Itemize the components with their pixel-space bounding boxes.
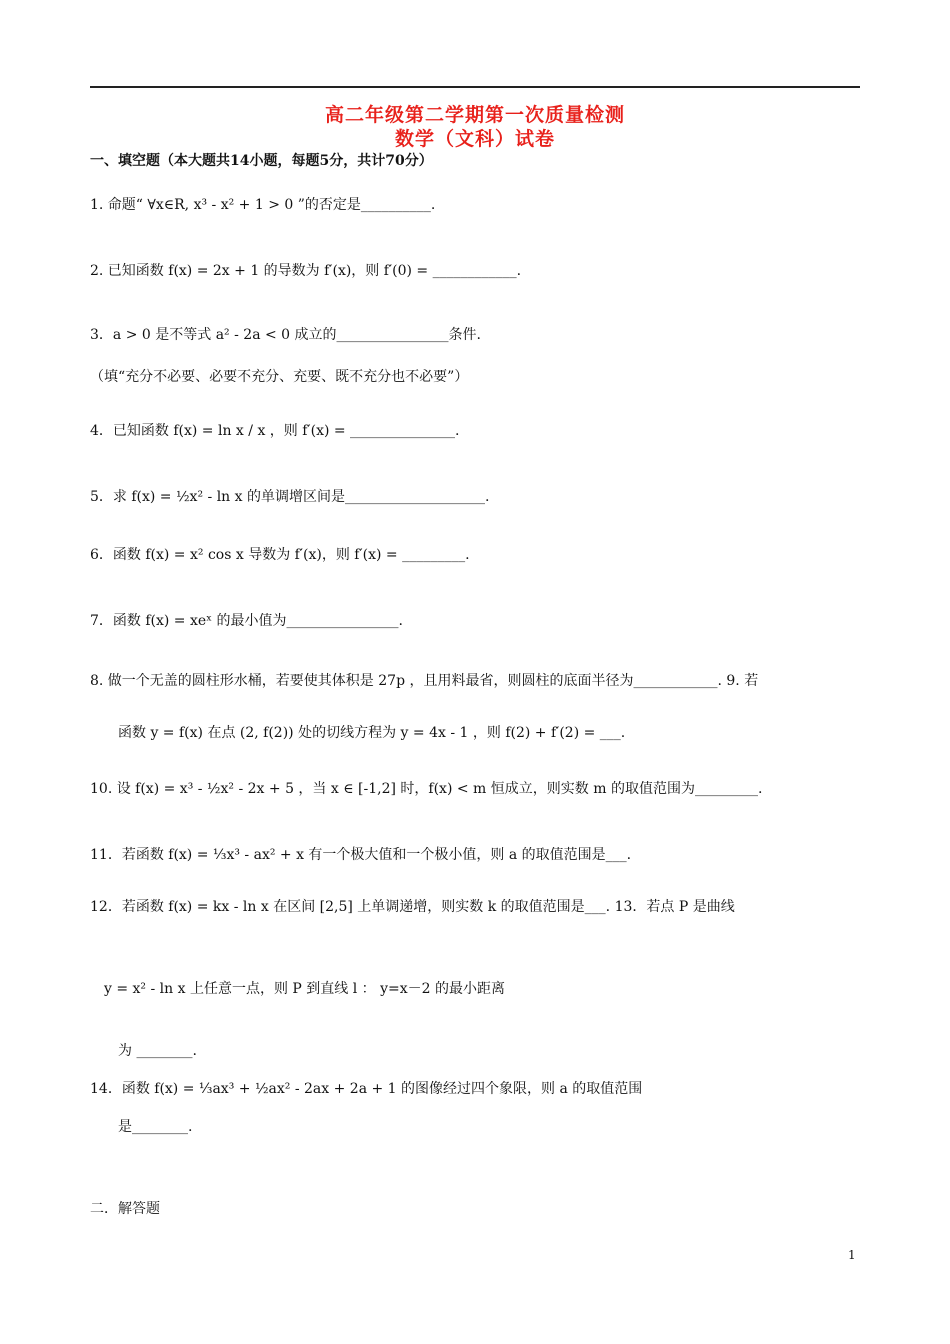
question-3-hint: （填“充分不必要、必要不充分、充要、既不充分也不必要”） <box>90 369 469 385</box>
question-1: 1. 命题“ ∀x∈R, x³ - x² + 1 > 0 ”的否定是__________. <box>90 197 436 213</box>
exam-subtitle: 数学（文科）试卷 <box>394 128 555 150</box>
question-14: 14．函数 f(x) = ⅓ax³ + ½ax² - 2ax + 2a + 1 的图像经过四个象限，则 a 的取值范围 <box>90 1081 643 1097</box>
question-5: 5．求 f(x) = ½x² - ln x 的单调增区间是____________________. <box>90 489 490 505</box>
question-14-answer-line: 是________. <box>118 1119 193 1135</box>
page-number: 1 <box>848 1248 856 1262</box>
section-heading-answer: 二．解答题 <box>90 1201 160 1217</box>
exam-title: 高二年级第二学期第一次质量检测 <box>324 104 625 126</box>
question-7: 7．函数 f(x) = xeˣ 的最小值为________________. <box>90 613 404 629</box>
question-11: 11．若函数 f(x) = ⅓x³ - ax² + x 有一个极大值和一个极小值，则 a 的取值范围是___. <box>90 847 632 863</box>
question-9-continued: 函数 y = f(x) 在点 (2, f(2)) 处的切线方程为 y = 4x - 1 ，则 f(2) + f′(2) = ___. <box>118 725 626 741</box>
question-4: 4．已知函数 f(x) = ln x / x ，则 f′(x) = _______________. <box>90 423 460 439</box>
section-heading-fill-in: 一、填空题（本大题共14小题，每题5分，共计70分） <box>90 153 433 169</box>
question-2: 2. 已知函数 f(x) = 2x + 1 的导数为 f′(x)，则 f′(0) = ____________. <box>90 263 522 279</box>
question-13-continued: y = x² - ln x 上任意一点，则 P 到直线 l ： y=x－2 的最小距离 <box>104 981 506 997</box>
question-3: 3．a > 0 是不等式 a² - 2a < 0 成立的________________条件. <box>90 327 481 343</box>
question-8: 8. 做一个无盖的圆柱形水桶，若要使其体积是 27p ，且用料最省，则圆柱的底面半径为____________. 9. 若 <box>90 673 759 689</box>
top-rule <box>90 86 860 88</box>
question-6: 6．函数 f(x) = x² cos x 导数为 f′(x)，则 f′(x) = _________. <box>90 547 470 563</box>
question-12: 12．若函数 f(x) = kx - ln x 在区间 [2,5] 上单调递增，则实数 k 的取值范围是___. 13．若点 P 是曲线 <box>90 899 735 915</box>
question-10: 10. 设 f(x) = x³ - ½x² - 2x + 5 ，当 x ∈ [-1,2] 时，f(x) < m 恒成立，则实数 m 的取值范围为_________. <box>90 781 763 797</box>
question-13-answer-line: 为 ________. <box>118 1043 197 1059</box>
